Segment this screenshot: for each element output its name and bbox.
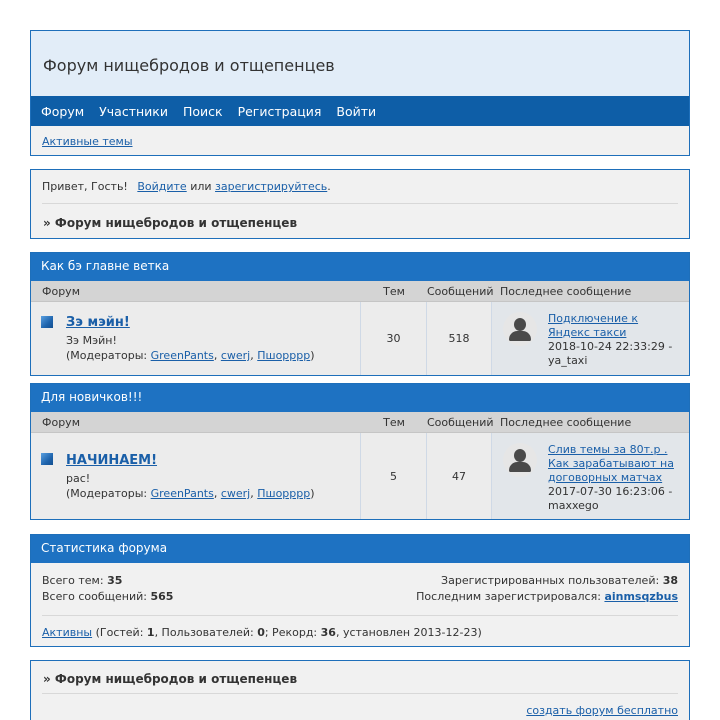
col-last-post: Последнее сообщение	[500, 415, 632, 429]
mods-suffix: )	[310, 349, 315, 362]
forum-cell	[31, 302, 361, 375]
last-post-meta: 2017-07-30 16:23:06 - maxxego	[548, 485, 673, 512]
forum-folder-icon	[41, 453, 53, 465]
guests-count: 1	[146, 626, 155, 639]
category-1	[30, 252, 690, 376]
moderator-link[interactable]: Пшорррр	[257, 349, 311, 362]
register-link[interactable]: зарегистрируйтесь	[215, 180, 328, 193]
col-posts: Сообщений	[427, 415, 494, 429]
forum-statistics	[30, 534, 690, 647]
record-date: , установлен 2013-12-23)	[335, 626, 482, 639]
posts-count: 518	[427, 302, 492, 375]
registered-users-value: 38	[662, 574, 678, 587]
total-topics-value: 35	[107, 574, 123, 587]
col-posts: Сообщений	[427, 284, 494, 298]
last-post-link[interactable]: Слив темы за 80т.р . Как зарабатывают на договорных матчах	[548, 443, 674, 484]
forum-name-link[interactable]: Зэ мэйн!	[66, 315, 130, 330]
forum-header	[30, 30, 690, 156]
forum-folder-icon	[41, 316, 53, 328]
moderator-link[interactable]: cwerj	[220, 349, 251, 362]
last-registered-user-link[interactable]: ainmsqzbus	[604, 590, 678, 603]
stats-title: Статистика форума	[31, 535, 689, 563]
total-posts-value: 565	[150, 590, 174, 603]
user-avatar-icon	[503, 443, 537, 477]
column-headers	[31, 281, 689, 302]
last-registered-label: Последним зарегистрировался:	[416, 590, 601, 603]
nav-members[interactable]: Участники	[99, 103, 168, 119]
forum-moderators: (Модераторы: GreenPants, cwerj, Пшорррр)	[66, 349, 315, 362]
total-topics-label: Всего тем:	[42, 574, 104, 587]
mods-prefix: (Модераторы:	[66, 487, 151, 500]
greeting-text: Привет, Гость!	[42, 180, 128, 193]
forum-description: рас!	[66, 472, 91, 485]
last-post-meta: 2018-10-24 22:33:29 - ya_taxi	[548, 340, 673, 367]
users-label: , Пользователей:	[154, 626, 258, 639]
forum-row	[31, 433, 689, 519]
last-post-link[interactable]: Подключение к Яндекс такси	[548, 312, 639, 339]
col-forum: Форум	[42, 284, 80, 298]
category-2	[30, 383, 690, 520]
stats-body	[31, 563, 689, 615]
welcome-line	[31, 170, 689, 203]
welcome-box	[30, 169, 690, 239]
topics-count: 30	[361, 302, 427, 375]
category-title[interactable]: Как бэ главне ветка	[31, 253, 689, 281]
total-posts-label: Всего сообщений:	[42, 590, 147, 603]
moderator-link[interactable]: cwerj	[220, 487, 251, 500]
mods-suffix: )	[310, 487, 315, 500]
nav-register[interactable]: Регистрация	[237, 103, 322, 119]
record-count: 36	[320, 626, 336, 639]
forum-name-link[interactable]: НАЧИНАЕМ!	[66, 453, 158, 468]
mods-prefix: (Модераторы:	[66, 349, 151, 362]
posts-count: 47	[427, 433, 492, 519]
forum-description: Зэ Мэйн!	[66, 334, 117, 347]
last-post-cell	[492, 302, 689, 375]
active-topics-link[interactable]: Активные темы	[42, 135, 133, 148]
user-avatar-icon	[503, 312, 537, 346]
moderator-link[interactable]: GreenPants	[150, 349, 214, 362]
period-text: .	[327, 180, 331, 193]
footer-box	[30, 660, 690, 720]
topics-count: 5	[361, 433, 427, 519]
forum-row	[31, 302, 689, 375]
category-title[interactable]: Для новичков!!!	[31, 384, 689, 412]
forum-title: Форум нищебродов и отщепенцев	[31, 31, 689, 96]
login-link[interactable]: Войдите	[137, 180, 187, 193]
moderator-link[interactable]: GreenPants	[150, 487, 214, 500]
last-post-cell	[492, 433, 689, 519]
forum-cell	[31, 433, 361, 519]
record-label: ; Рекорд:	[264, 626, 321, 639]
create-forum-link[interactable]: создать форум бесплатно	[526, 704, 678, 717]
main-nav	[31, 96, 689, 126]
footer-breadcrumb: » Форум нищебродов и отщепенцев	[43, 672, 298, 686]
users-count: 0	[257, 626, 265, 639]
sub-nav	[31, 126, 689, 155]
forum-moderators: (Модераторы: GreenPants, cwerj, Пшорррр)	[66, 487, 315, 500]
registered-users-label: Зарегистрированных пользователей:	[441, 574, 660, 587]
col-forum: Форум	[42, 415, 80, 429]
column-headers	[31, 412, 689, 433]
col-topics: Тем	[383, 284, 405, 298]
nav-forum[interactable]: Форум	[41, 103, 85, 119]
moderator-link[interactable]: Пшорррр	[257, 487, 311, 500]
guests-label: (Гостей:	[92, 626, 147, 639]
online-users-link[interactable]: Активны	[42, 626, 93, 639]
col-topics: Тем	[383, 415, 405, 429]
nav-search[interactable]: Поиск	[182, 103, 223, 119]
col-last-post: Последнее сообщение	[500, 284, 632, 298]
online-stats	[31, 616, 689, 639]
nav-login[interactable]: Войти	[336, 103, 377, 119]
breadcrumb: » Форум нищебродов и отщепенцев	[43, 216, 298, 230]
or-text: или	[190, 180, 212, 193]
